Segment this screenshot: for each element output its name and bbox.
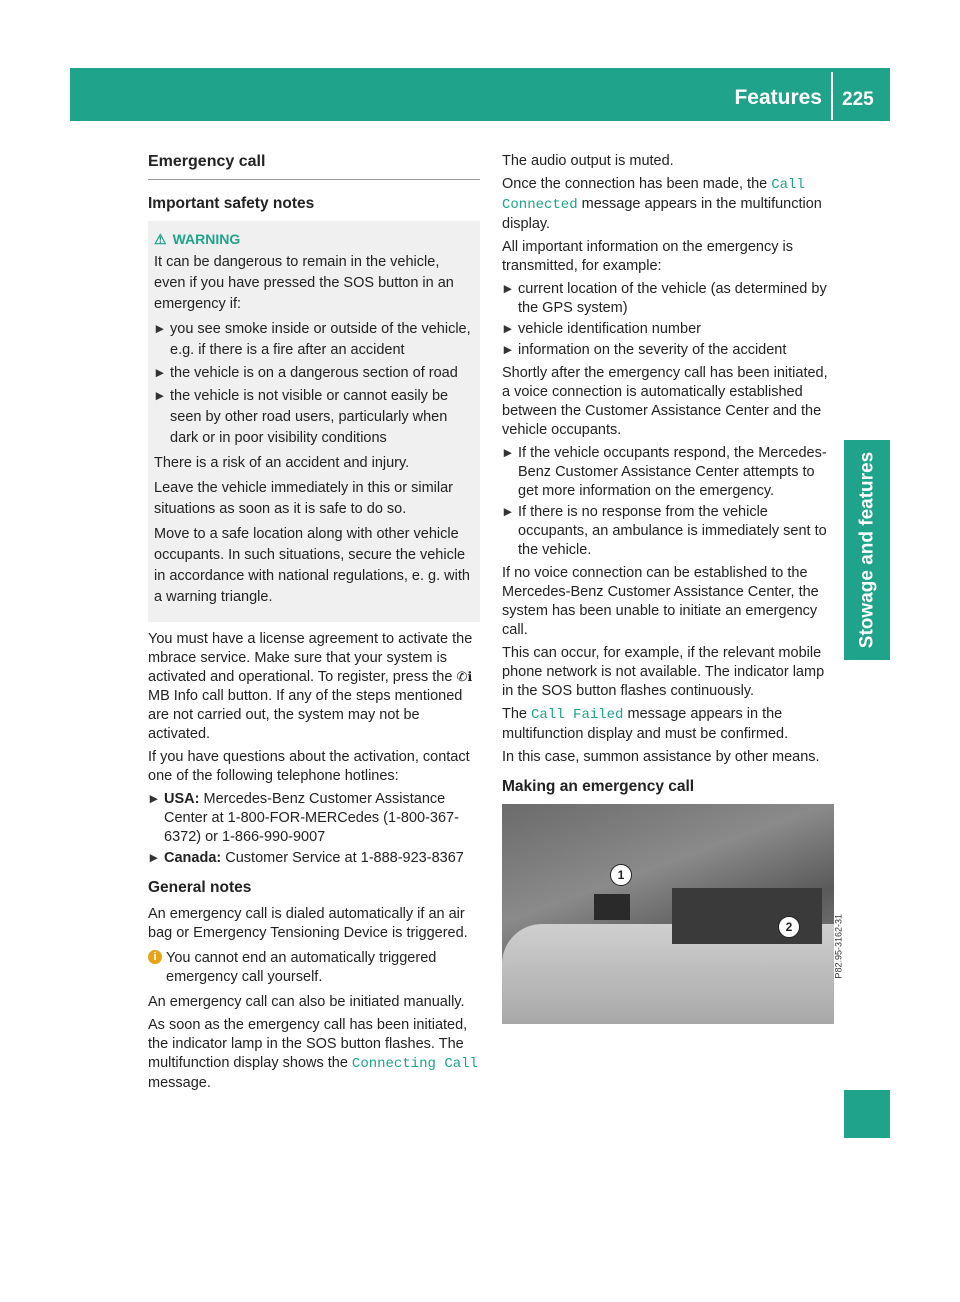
list-item: ▸ If the vehicle occupants respond, the Mercedes-Benz Customer Assistance Center attempts to get more information on the emergency. xyxy=(502,444,834,501)
text: As soon as the emergency call has been initiated, the indicator lamp in the SOS button flashes. The multifunction display shows the xyxy=(148,1017,468,1071)
list-item: ▸ you see smoke inside or outside of the vehicle, e.g. if there is a fire after an accident xyxy=(154,319,474,361)
info-note xyxy=(148,949,480,987)
subheading-safety: Important safety notes xyxy=(148,195,315,212)
hotline-label: USA: xyxy=(164,791,200,807)
list-item: ▸ the vehicle is on a dangerous section of road xyxy=(154,363,474,384)
paragraph: The audio output is muted. xyxy=(502,153,674,169)
paragraph: Shortly after the emergency call has been initiated, a voice connection is automatically established between the Customer Assistance Center and the vehicle occupants. xyxy=(502,365,828,438)
figure-code: P82.95-3162-31 xyxy=(834,914,844,979)
header-divider xyxy=(831,72,833,120)
overhead-control-photo xyxy=(502,804,844,1024)
subheading-general: General notes xyxy=(148,879,252,896)
hotline-label: Canada: xyxy=(164,850,222,866)
paragraph: An emergency call can also be initiated manually. xyxy=(148,994,465,1010)
paragraph xyxy=(148,1016,480,1093)
display-message: Connecting Call xyxy=(351,1056,478,1072)
section-title: Features xyxy=(734,86,822,109)
warning-header xyxy=(154,229,474,250)
page-heading: Emergency call xyxy=(148,152,480,180)
chapter-marker xyxy=(844,1090,890,1138)
paragraph: If you have questions about the activation, contact one of the following telephone hotlines: xyxy=(148,749,470,784)
list-item: ▸ vehicle identification number xyxy=(502,320,834,339)
warning-triangle-icon: ⚠ xyxy=(154,231,167,247)
paragraph: This can occur, for example, if the relevant mobile phone network is not available. The indicator lamp in the SOS button flashes continuously. xyxy=(502,645,825,699)
warning-label: WARNING xyxy=(172,231,241,247)
hotline-text: Customer Service at 1-888-923-8367 xyxy=(225,850,464,866)
list-item: ▸ information on the severity of the accident xyxy=(502,341,834,360)
warning-intro: It can be dangerous to remain in the vehicle, even if you have pressed the SOS button in an emergency if: xyxy=(154,254,454,312)
warning-move: Move to a safe location along with other vehicle occupants. In such situations, secure the vehicle in accordance with national regulations, e. g. with a warning triangle. xyxy=(154,526,470,605)
phone-info-icon: ✆ℹ xyxy=(456,670,473,685)
text: message. xyxy=(148,1075,211,1091)
display-message: Call Failed xyxy=(531,707,624,723)
text: The xyxy=(502,706,527,722)
paragraph xyxy=(502,175,834,234)
page-number: 225 xyxy=(842,89,874,110)
display-message: Call Connected xyxy=(502,177,805,213)
left-column xyxy=(148,152,480,1097)
callout-1: 1 xyxy=(610,864,632,886)
chapter-tab xyxy=(844,440,890,660)
list-item: ▸ the vehicle is not visible or cannot easily be seen by other road users, particularly when dark or in poor visibility conditions xyxy=(154,386,474,449)
text: Once the connection has been made, the xyxy=(502,176,768,192)
sos-button-panel xyxy=(672,888,822,944)
info-list xyxy=(502,280,834,360)
list-item xyxy=(148,790,480,847)
callout-2: 2 xyxy=(778,916,800,938)
text: message appears in the multifunction display and must be confirmed. xyxy=(502,706,789,742)
response-list xyxy=(502,444,834,560)
mb-info-call-button xyxy=(594,894,630,920)
right-column xyxy=(502,152,844,1024)
list-item xyxy=(148,849,480,868)
info-text: You cannot end an automatically triggered emergency call yourself. xyxy=(166,950,437,985)
warning-box xyxy=(148,221,480,622)
warning-leave: Leave the vehicle immediately in this or similar situations as soon as it is safe to do so. xyxy=(154,480,453,517)
hotline-list xyxy=(148,790,480,868)
subheading-making-call: Making an emergency call xyxy=(502,778,695,795)
paragraph: All important information on the emergency is transmitted, for example: xyxy=(502,239,793,274)
text: MB Info call button. If any of the steps mentioned are not carried out, the system may not be activated. xyxy=(148,688,463,742)
paragraph: If no voice connection can be established to the Mercedes-Benz Customer Assistance Center, the system has been unable to initiate an emergency call. xyxy=(502,565,819,638)
paragraph xyxy=(502,705,834,744)
warning-list xyxy=(154,319,474,449)
paragraph xyxy=(148,630,480,744)
warning-risk: There is a risk of an accident and injury. xyxy=(154,455,410,471)
chapter-tab-label: Stowage and features xyxy=(856,451,878,649)
list-item: ▸ current location of the vehicle (as determined by the GPS system) xyxy=(502,280,834,318)
text: message appears in the multifunction display. xyxy=(502,196,822,232)
hotline-text: Mercedes-Benz Customer Assistance Center at 1-800-FOR-MERCedes (1-800-367-6372) or 1-866-990-9007 xyxy=(164,791,459,845)
list-item: ▸ If there is no response from the vehicle occupants, an ambulance is immediately sent to the vehicle. xyxy=(502,503,834,560)
info-icon: i xyxy=(148,950,162,964)
text: You must have a license agreement to activate the mbrace service. Make sure that your system is activated and operational. To register, press the xyxy=(148,631,473,685)
paragraph: An emergency call is dialed automatically if an air bag or Emergency Tensioning Device is triggered. xyxy=(148,906,468,941)
paragraph: In this case, summon assistance by other means. xyxy=(502,749,820,765)
